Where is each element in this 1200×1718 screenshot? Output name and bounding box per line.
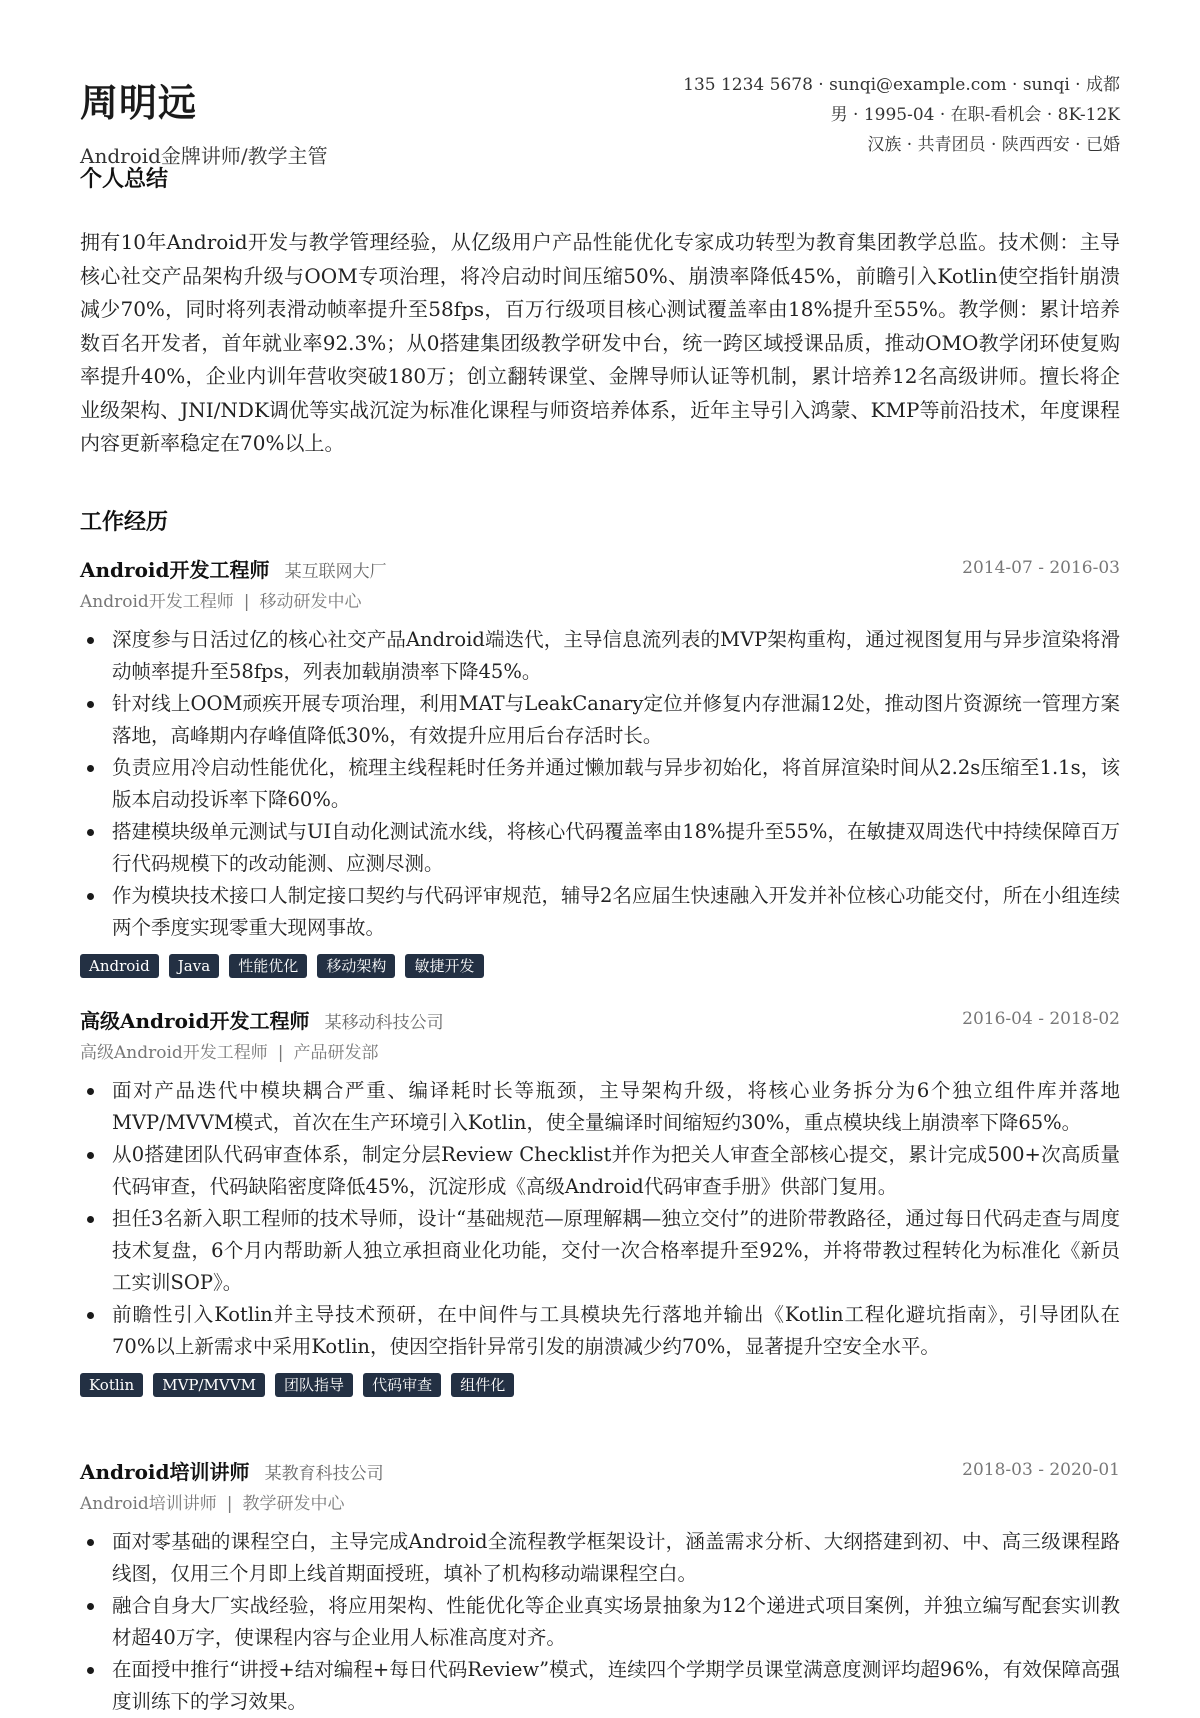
job-header (80, 1456, 1120, 1490)
skill-tag: Android (80, 954, 159, 978)
job-position: Android培训讲师 (80, 1494, 217, 1514)
list-item: 前瞻性引入Kotlin并主导技术预研，在中间件与工具模块先行落地并输出《Kotlin工程化避坑指南》，引导团队在70%以上新需求中采用Kotlin，使因空指针异常引发的崩溃减少约70%，显著提升空安全水平。 (112, 1299, 1120, 1363)
skill-tag: 移动架构 (317, 954, 395, 978)
job-company: 某互联网大厂 (284, 562, 387, 582)
job-department: 教学研发中心 (242, 1494, 345, 1514)
list-item: 针对线上OOM顽疾开展专项治理，利用MAT与LeakCanary定位并修复内存泄漏12处，推动图片资源统一管理方案落地，高峰期内存峰值降低30%，有效提升应用后台存活时长。 (112, 688, 1120, 752)
job-date: 2018-03 - 2020-01 (962, 1460, 1120, 1480)
skill-tags (80, 1373, 1120, 1399)
job-bullets (80, 624, 1120, 944)
job-separator: | (243, 592, 250, 612)
job-date: 2016-04 - 2018-02 (962, 1009, 1120, 1029)
skill-tag: MVP/MVVM (153, 1373, 265, 1397)
list-item: 融合自身大厂实战经验，将应用架构、性能优化等企业真实场景抽象为12个递进式项目案例，并独立编写配套实训教材超40万字，使课程内容与企业用人标准高度对齐。 (112, 1590, 1120, 1654)
job-subtitle (80, 1490, 1120, 1522)
job-separator: | (226, 1494, 233, 1514)
job-position: 高级Android开发工程师 (80, 1043, 268, 1063)
list-item: 面对产品迭代中模块耦合严重、编译耗时长等瓶颈，主导架构升级，将核心业务拆分为6个独立组件库并落地MVP/MVVM模式，首次在生产环境引入Kotlin，使全量编译时间缩短约30%，重点模块线上崩溃率下降65%。 (112, 1075, 1120, 1139)
skill-tag: 敏捷开发 (405, 954, 483, 978)
list-item: 作为模块技术接口人制定接口契约与代码评审规范，辅导2名应届生快速融入开发并补位核心功能交付，所在小组连续两个季度实现零重大现网事故。 (112, 880, 1120, 944)
experience-section-title: 工作经历 (80, 509, 169, 535)
summary-text: 拥有10年Android开发与教学管理经验，从亿级用户产品性能优化专家成功转型为教育集团教学总监。技术侧：主导核心社交产品架构升级与OOM专项治理，将冷启动时间压缩50%、崩溃率降低45%，前瞻引入Kotlin使空指针崩溃减少70%，同时将列表滑动帧率提升至58fps，百万行级项目核心测试覆盖率由18%提升至55%。教学侧：累计培养数百名开发者，首年就业率92.3%；从0搭建集团级教学研发中台，统一跨区域授课品质，推动OMO教学闭环使复购率提升40%，企业内训年营收突破180万；创立翻转课堂、金牌导师认证等机制，累计培养12名高级讲师。擅长将企业级架构、JNI/NDK调优等实战沉淀为标准化课程与师资培养体系，近年主导引入鸿蒙、KMP等前沿技术，年度课程内容更新率稳定在70%以上。 (80, 230, 1120, 455)
list-item: 在面授中推行“讲授+结对编程+每日代码Review”模式，连续四个学期学员课堂满意度测评均超96%，有效保障高强度训练下的学习效果。 (112, 1654, 1120, 1718)
job-header (80, 554, 1120, 588)
skill-tags (80, 954, 1120, 980)
job-position: Android开发工程师 (80, 592, 234, 612)
job-title: Android培训讲师 (80, 1460, 250, 1484)
summary-section-title: 个人总结 (80, 166, 169, 192)
job-bullets (80, 1075, 1120, 1363)
skill-tag: 性能优化 (229, 954, 307, 978)
list-item: 深度参与日活过亿的核心社交产品Android端迭代，主导信息流列表的MVP架构重构，通过视图复用与异步渲染将滑动帧率提升至58fps，列表加载崩溃率下降45%。 (112, 624, 1120, 688)
job-bullets (80, 1526, 1120, 1718)
skill-tag: Kotlin (80, 1373, 143, 1397)
candidate-name: 周明远 (80, 80, 198, 125)
list-item: 担任3名新入职工程师的技术导师，设计“基础规范—原理解耦—独立交付”的进阶带教路径，通过每日代码走查与周度技术复盘，6个月内帮助新人独立承担商业化功能，交付一次合格率提升至92%，并将带教过程转化为标准化《新员工实训SOP》。 (112, 1203, 1120, 1299)
job-title: 高级Android开发工程师 (80, 1009, 310, 1033)
job-subtitle (80, 588, 1120, 620)
candidate-role: Android金牌讲师/教学主管 (80, 144, 328, 168)
skill-tag: 团队指导 (275, 1373, 353, 1397)
contact-line-2: 男 · 1995-04 · 在职-看机会 · 8K-12K (830, 105, 1120, 125)
list-item: 面对零基础的课程空白，主导完成Android全流程教学框架设计，涵盖需求分析、大纲搭建到初、中、高三级课程路线图，仅用三个月即上线首期面授班，填补了机构移动端课程空白。 (112, 1526, 1120, 1590)
job-header (80, 1005, 1120, 1039)
job-department: 移动研发中心 (259, 592, 362, 612)
list-item: 搭建模块级单元测试与UI自动化测试流水线，将核心代码覆盖率由18%提升至55%，在敏捷双周迭代中持续保障百万行代码规模下的改动能测、应测尽测。 (112, 816, 1120, 880)
job-title: Android开发工程师 (80, 558, 270, 582)
job-separator: | (277, 1043, 284, 1063)
skill-tag: 代码审查 (363, 1373, 441, 1397)
job-entry (80, 554, 1120, 980)
job-entry (80, 1456, 1120, 1718)
contact-line-1: 135 1234 5678 · sunqi@example.com · sunqi · 成都 (683, 75, 1120, 95)
job-entry (80, 1005, 1120, 1399)
list-item: 负责应用冷启动性能优化，梳理主线程耗时任务并通过懒加载与异步初始化，将首屏渲染时间从2.2s压缩至1.1s，该版本启动投诉率下降60%。 (112, 752, 1120, 816)
contact-line-3: 汉族 · 共青团员 · 陕西西安 · 已婚 (867, 135, 1120, 155)
skill-tag: Java (169, 954, 219, 978)
job-subtitle (80, 1039, 1120, 1071)
job-date: 2014-07 - 2016-03 (962, 558, 1120, 578)
list-item: 从0搭建团队代码审查体系，制定分层Review Checklist并作为把关人审查全部核心提交，累计完成500+次高质量代码审查，代码缺陷密度降低45%，沉淀形成《高级Android代码审查手册》供部门复用。 (112, 1139, 1120, 1203)
skill-tag: 组件化 (451, 1373, 514, 1397)
job-department: 产品研发部 (293, 1043, 379, 1063)
job-company: 某教育科技公司 (264, 1464, 384, 1484)
job-company: 某移动科技公司 (324, 1013, 444, 1033)
contact-info (683, 70, 1120, 160)
